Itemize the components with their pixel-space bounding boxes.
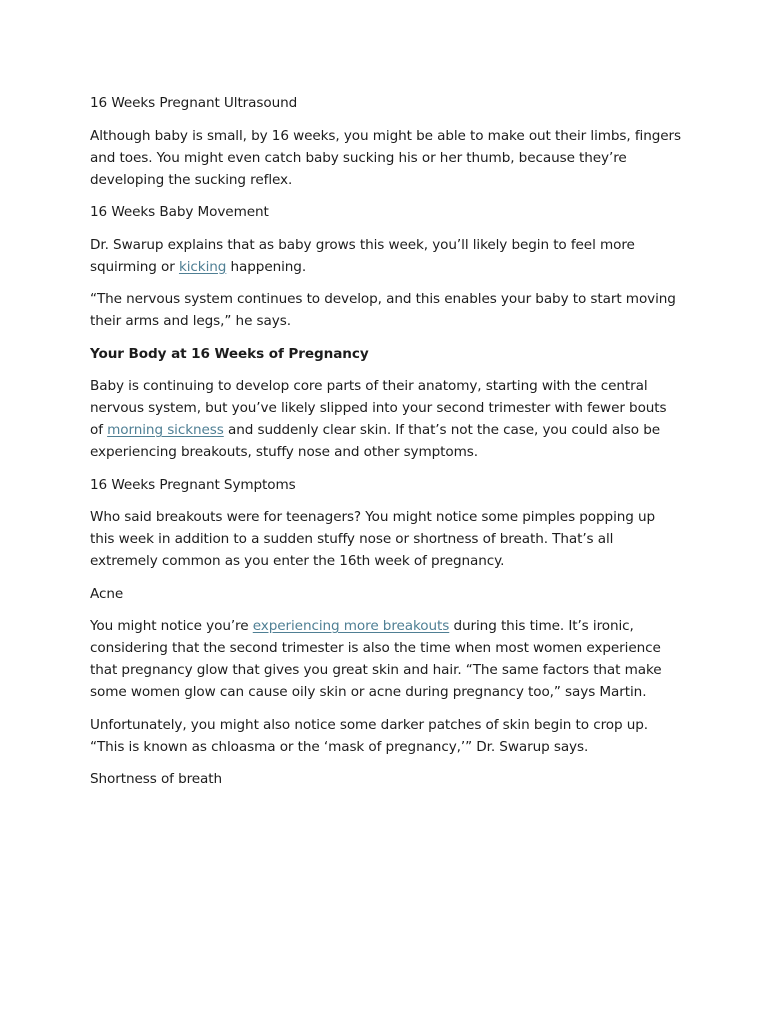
paragraph-ultrasound: Although baby is small, by 16 weeks, you might be able to make out their limbs, fingers and toes. You might even catch baby sucking his or her thumb, because they’re developing the sucking reflex. (90, 127, 681, 188)
heading-shortness-of-breath: Shortness of breath (90, 771, 223, 787)
text-segment: Dr. Swarup explains that as baby grows this week, you’ll likely begin to feel more squirming or (90, 236, 635, 275)
article-body (90, 92, 682, 801)
morning-sickness-link[interactable]: morning sickness (107, 422, 224, 438)
kicking-link[interactable]: kicking (178, 258, 227, 275)
text-segment: happening. (226, 258, 307, 275)
text-segment: during this time. It’s ironic, considering that the second trimester is also the time when most women experience that pregnancy glow that gives you great skin and hair. “The same factors that make some women glow can cause oily skin or acne during pregnancy too,” says Martin. (90, 618, 662, 700)
heading-baby-movement: 16 Weeks Baby Movement (90, 204, 269, 220)
heading-your-body: Your Body at 16 Weeks of Pregnancy (90, 345, 369, 362)
quote-nervous-system: “The nervous system continues to develop, and this enables your baby to start moving their arms and legs,” he says. (90, 291, 676, 329)
text-segment: You might notice you’re (90, 618, 253, 634)
experiencing-more-breakouts-link[interactable]: experiencing more breakouts (252, 618, 450, 634)
heading-symptoms: 16 Weeks Pregnant Symptoms (90, 476, 296, 493)
text-segment: Baby is continuing to develop core parts of their anatomy, starting with the central nervous system, but you’ve likely slipped into your second trimester with fewer bouts of (90, 378, 667, 438)
paragraph-your-body (90, 375, 682, 463)
paragraph-baby-movement (90, 234, 682, 278)
paragraph-symptoms: Who said breakouts were for teenagers? You might notice some pimples popping up this week in addition to a sudden stuffy nose or shortness of breath. That’s all extremely common as you enter the 16th week of pregnancy. (90, 509, 656, 569)
heading-ultrasound: 16 Weeks Pregnant Ultrasound (90, 95, 298, 111)
heading-acne: Acne (90, 585, 124, 602)
paragraph-chloasma: Unfortunately, you might also notice some darker patches of skin begin to crop up. “This is known as chloasma or the ‘mask of pregnancy,’” Dr. Swarup says. (90, 716, 649, 755)
paragraph-acne (90, 615, 682, 703)
text-segment: and suddenly clear skin. If that’s not the case, you could also be experiencing breakouts, stuffy nose and other symptoms. (90, 422, 660, 460)
